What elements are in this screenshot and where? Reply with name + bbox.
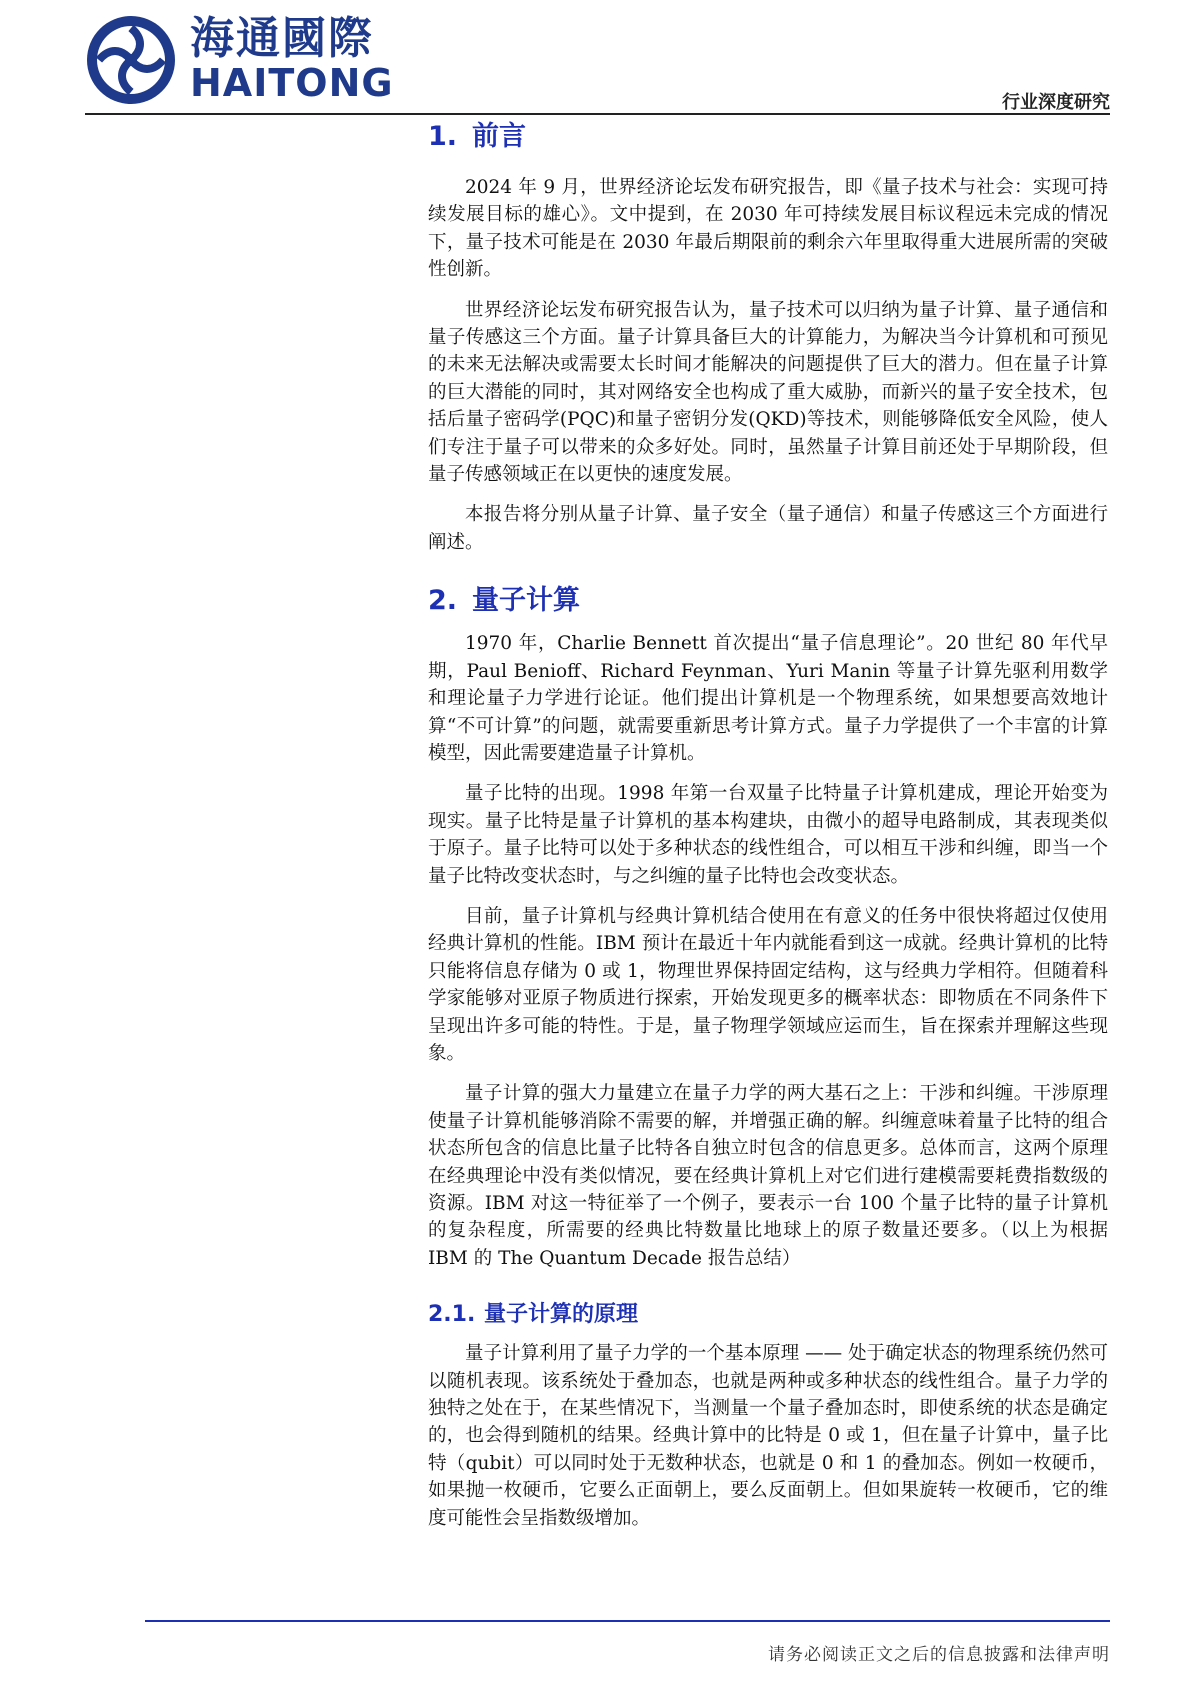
paragraph: 目前，量子计算机与经典计算机结合使用在有意义的任务中很快将超过仅使用经典计算机的性能。IBM 预计在最近十年内就能看到这一成就。经典计算机的比特只能将信息存储为 0 或 1，物理世界保持固定结构，这与经典力学相符。但随着科学家能够对亚原子物质进行探索，开始发现更多的概率状态：即物质在不同条件下呈现出许多可能的特性。于是，量子物理学领域应运而生，旨在探索并理解这些现象。: [428, 905, 1108, 1064]
paragraph: 量子计算的强大力量建立在量子力学的两大基石之上：干涉和纠缠。干涉原理使量子计算机能够消除不需要的解，并增强正确的解。纠缠意味着量子比特的组合状态所包含的信息比量子比特各自独立时包含的信息更多。总体而言，这两个原理在经典理论中没有类似情况，要在经典计算机上对它们进行建模需要耗费指数级的资源。IBM 对这一特征举了一个例子，要表示一台 100 个量子比特的量子计算机的复杂程度，所需要的经典比特数量比地球上的原子数量还要多。（以上为根据 IBM 的 The Quantum Decade 报告总结）: [428, 1083, 1108, 1269]
footer-disclaimer: 请务必阅读正文之后的信息披露和法律声明: [768, 1645, 1110, 1665]
paragraph: 世界经济论坛发布研究报告认为，量子技术可以归纳为量子计算、量子通信和量子传感这三个方面。量子计算具备巨大的计算能力，为解决当今计算机和可预见的未来无法解决或需要太长时间才能解决的问题提供了巨大的潜力。但在量子计算的巨大潜能的同时，其对网络安全也构成了重大威胁，而新兴的量子安全技术，包括后量子密码学(PQC)和量子密钥分发(QKD)等技术，则能够降低安全风险，使人们专注于量子可以带来的众多好处。同时，虽然量子计算目前还处于早期阶段，但量子传感领域正在以更快的速度发展。: [428, 299, 1108, 486]
main-content: [428, 120, 1108, 1532]
paragraph: 量子计算利用了量子力学的一个基本原理 —— 处于确定状态的物理系统仍然可以随机表现。该系统处于叠加态，也就是两种或多种状态的线性组合。量子力学的独特之处在于，在某些情况下，当测量一个量子叠加态时，即使系统的状态是确定的，也会得到随机的结果。经典计算中的比特是 0 或 1，但在量子计算中，量子比特（qubit）可以同时处于无数种状态，也就是 0 和 1 的叠加态。例如一枚硬币，如果抛一枚硬币，它要么正面朝上，要么反面朝上。但如果旋转一枚硬币，它的维度可能性会呈指数级增加。: [428, 1343, 1108, 1529]
section-heading-intro: [428, 120, 1108, 154]
section-number: 2.: [428, 585, 458, 617]
header-divider: [85, 113, 1110, 115]
section-heading-quantum-computing: [428, 584, 1108, 618]
paragraph: 2024 年 9 月，世界经济论坛发布研究报告，即《量子技术与社会：实现可持续发展目标的雄心》。文中提到，在 2030 年可持续发展目标议程远未完成的情况下，量子技术可能是在 2030 年最后期限前的剩余六年里取得重大进展所需的突破性创新。: [428, 177, 1108, 281]
report-type-label: 行业深度研究: [1002, 92, 1110, 113]
section-title: 前言: [472, 121, 526, 152]
footer-divider: [145, 1620, 1110, 1622]
section-title: 量子计算: [472, 585, 580, 617]
section-number: 2.1.: [428, 1302, 476, 1328]
paragraph: 1970 年，Charlie Bennett 首次提出“量子信息理论”。20 世纪 80 年代早期，Paul Benioff、Richard Feynman、Yuri Manin 等量子计算先驱利用数学和理论量子力学进行论证。他们提出计算机是一个物理系统，如果想要高效地计算“不可计算”的问题，就需要重新思考计算方式。量子力学提供了一个丰富的计算模型，因此需要建造量子计算机。: [428, 633, 1108, 764]
page-header: [0, 0, 1190, 120]
section-title: 量子计算的原理: [484, 1302, 639, 1328]
brand-name-en: HAITONG: [190, 61, 394, 105]
paragraph: 本报告将分别从量子计算、量子安全（量子通信）和量子传感这三个方面进行阐述。: [428, 504, 1108, 553]
brand-name-cn: 海通國際: [190, 13, 374, 64]
haitong-logo-icon: [85, 14, 177, 106]
section-number: 1.: [428, 121, 458, 152]
paragraph: 量子比特的出现。1998 年第一台双量子比特量子计算机建成，理论开始变为现实。量子比特是量子计算机的基本构建块，由微小的超导电路制成，其表现类似于原子。量子比特可以处于多种状态的线性组合，可以相互干涉和纠缠，即当一个量子比特改变状态时，与之纠缠的量子比特也会改变状态。: [428, 783, 1108, 887]
subsection-heading-principles: [428, 1300, 1108, 1330]
